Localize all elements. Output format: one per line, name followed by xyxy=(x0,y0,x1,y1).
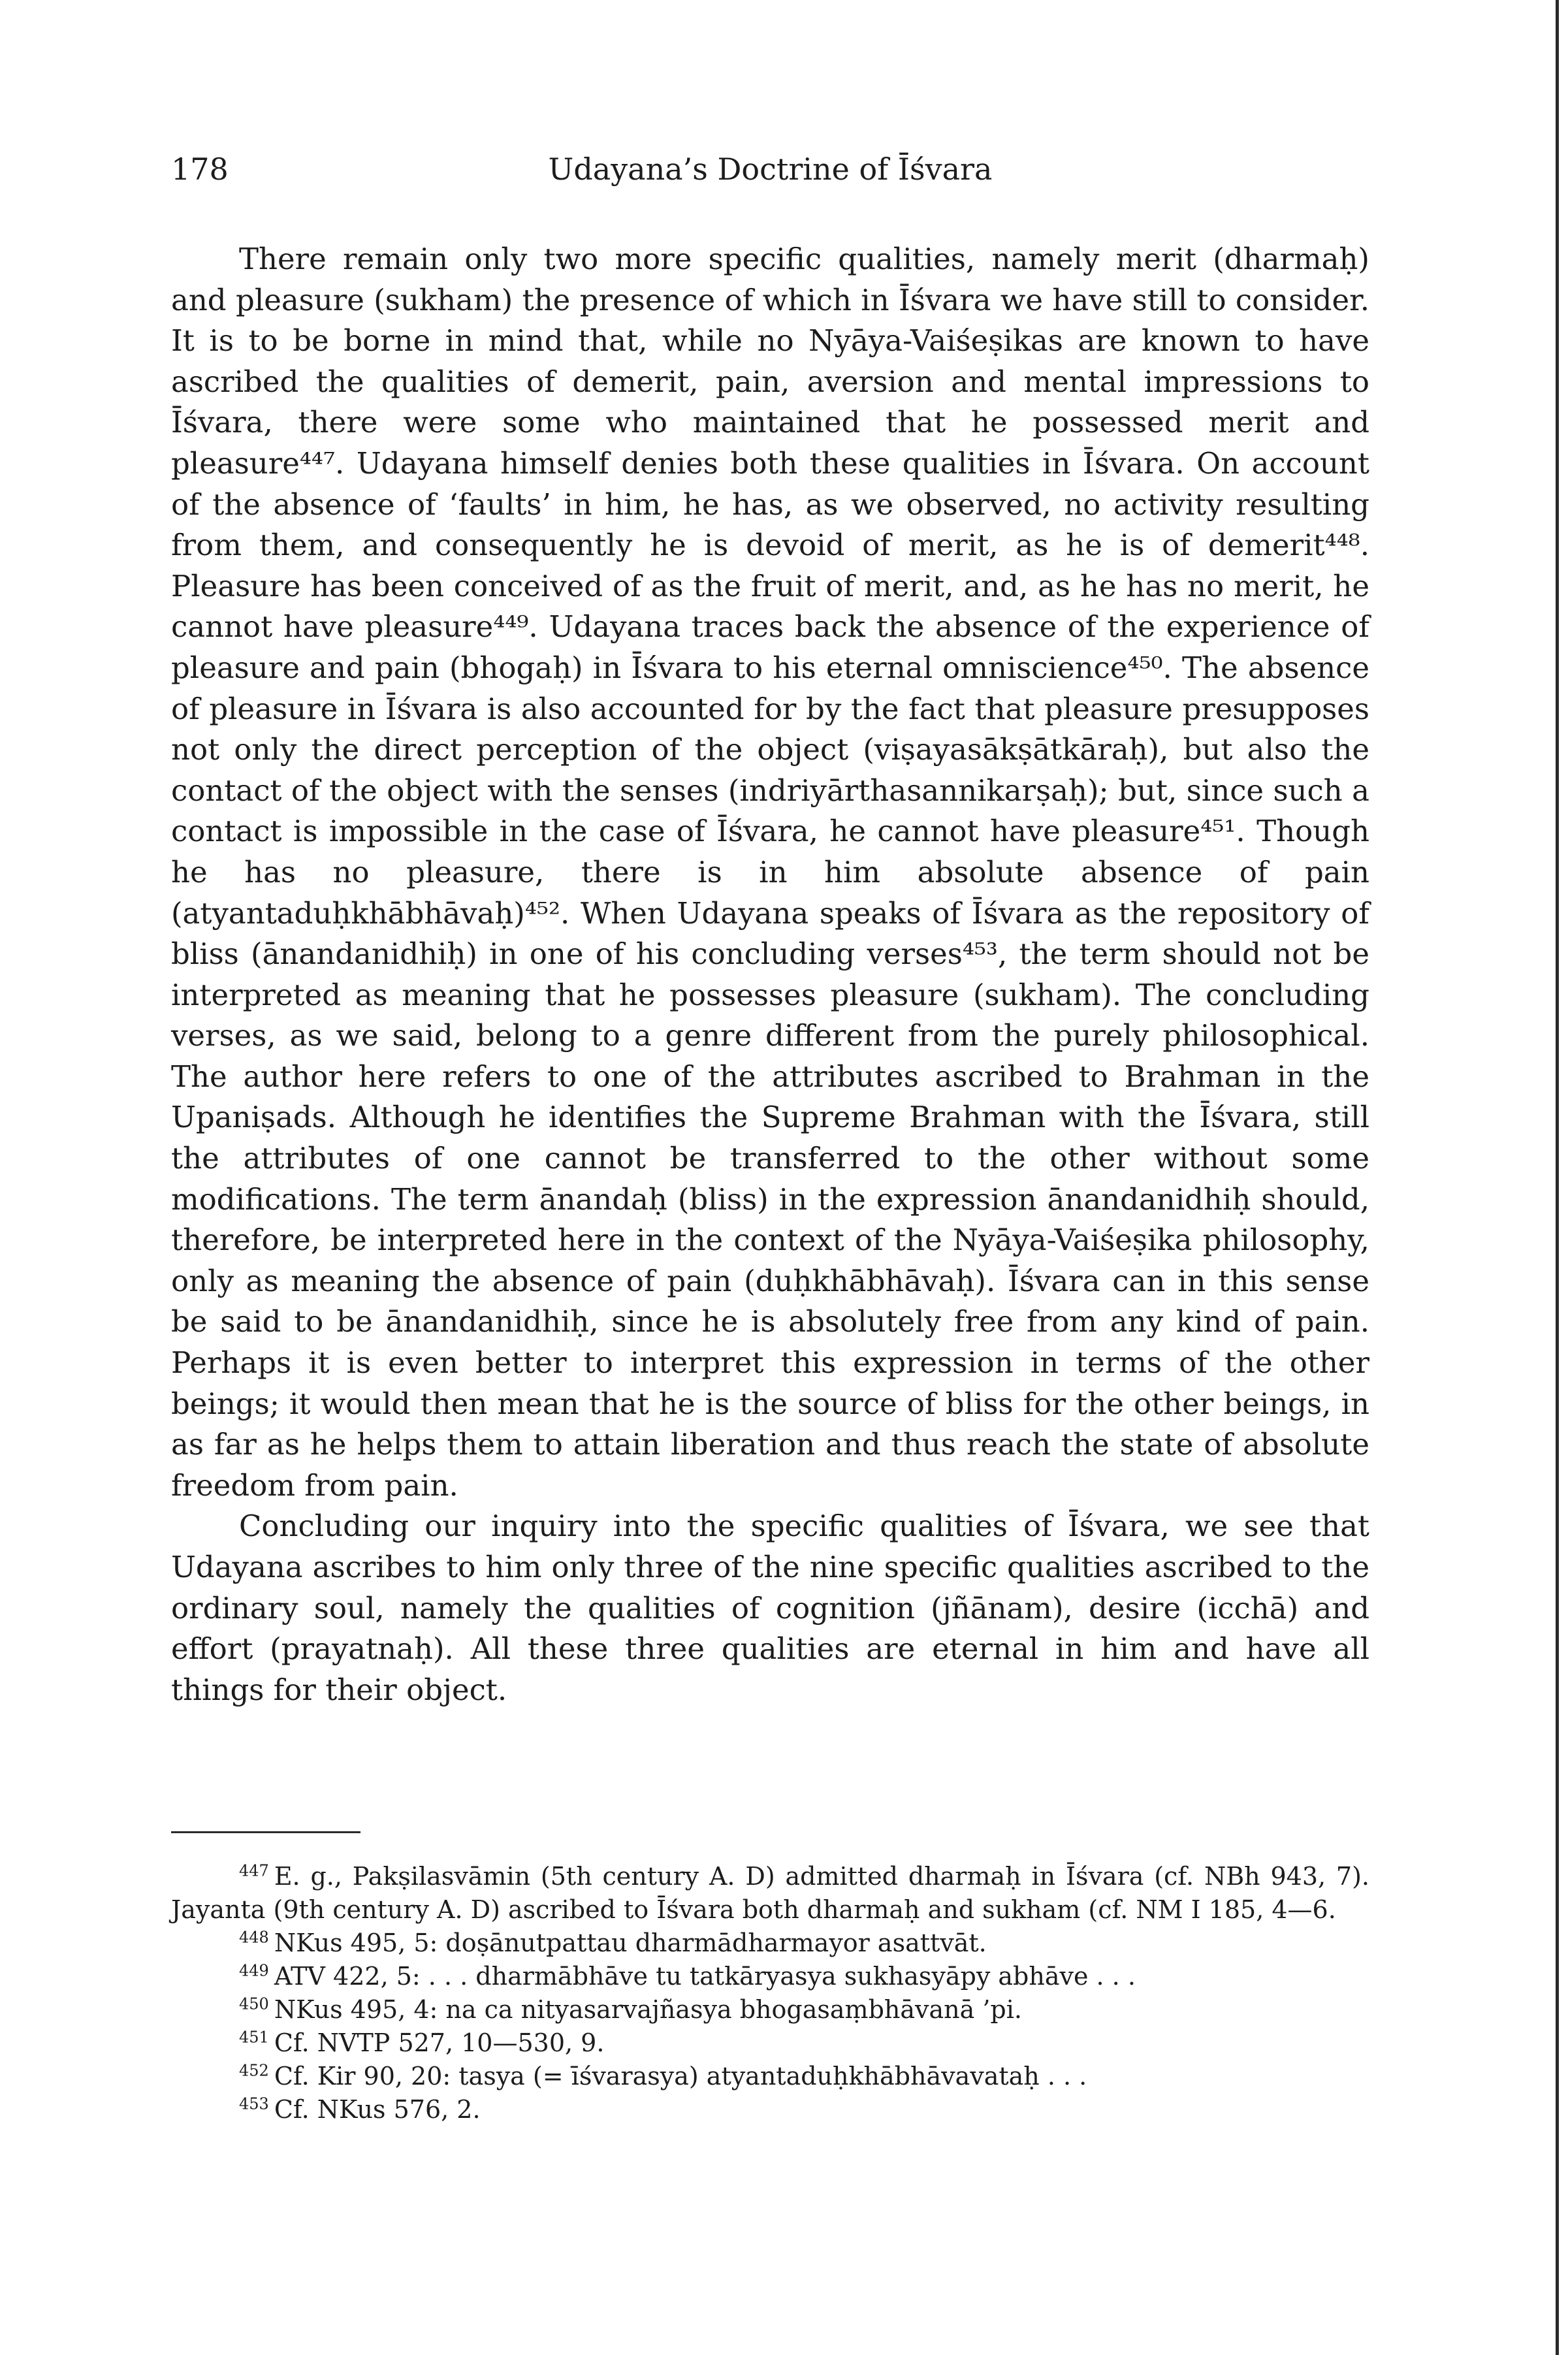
footnotes xyxy=(171,1860,1369,2126)
footnote-text: E. g., Pakṣilasvāmin (5th century A. D) admitted dharmaḥ in Īśvara (cf. NBh 943, 7). Jayanta (9th century A. D) ascribed to Īśvara both dharmaḥ and sukham (cf. NM I 185, 4—6. xyxy=(171,1862,1369,1924)
footnote-text: ATV 422, 5: . . . dharmābhāve tu tatkāryasya sukhasyāpy abhāve . . . xyxy=(274,1962,1136,1991)
footnote-rule xyxy=(171,1831,360,1833)
footnote-text: Cf. NKus 576, 2. xyxy=(274,2095,481,2124)
scan-edge xyxy=(1556,0,1559,2355)
footnote-number: 452 xyxy=(239,2061,269,2080)
footnote-451 xyxy=(171,2027,1369,2060)
footnote-number: 451 xyxy=(239,2028,269,2047)
footnote-number: 453 xyxy=(239,2094,269,2113)
footnote-453 xyxy=(171,2093,1369,2126)
main-text xyxy=(171,239,1369,1710)
paragraph-1: There remain only two more specific qualities, namely merit (dharmaḥ) and pleasure (sukham) the presence of which in Īśvara we have still to consider. It is to be borne in mind that, while no Nyāya-Vaiśeṣikas are known to have ascribed the qualities of demerit, pain, aversion and mental impressions to Īśvara, there were some who maintained that he possessed merit and pleasure⁴⁴⁷. Udayana himself denies both these qualities in Īśvara. On account of the absence of ‘faults’ in him, he has, as we observed, no activity resulting from them, and consequently he is devoid of merit, as he is of demerit⁴⁴⁸. Pleasure has been conceived of as the fruit of merit, and, as he has no merit, he cannot have pleasure⁴⁴⁹. Udayana traces back the absence of the experience of pleasure and pain (bhogaḥ) in Īśvara to his eternal omniscience⁴⁵⁰. The absence of pleasure in Īśvara is also accounted for by the fact that pleasure presupposes not only the direct perception of the object (viṣayasākṣātkāraḥ), but also the contact of the object with the senses (indriyārthasannikarṣaḥ); but, since such a contact is impossible in the case of Īśvara, he cannot have pleasure⁴⁵¹. Though he has no pleasure, there is in him absolute absence of pain (atyantaduḥkhābhāvaḥ)⁴⁵². When Udayana speaks of Īśvara as the repository of bliss (ānandanidhiḥ) in one of his concluding verses⁴⁵³, the term should not be interpreted as meaning that he possesses pleasure (sukham). The concluding verses, as we said, belong to a genre different from the purely philosophical. The author here refers to one of the attributes ascribed to Brahman in the Upaniṣads. Although he identifies the Supreme Brahman with the Īśvara, still the attributes of one cannot be transferred to the other without some modifications. The term ānandaḥ (bliss) in the expression ānandanidhiḥ should, therefore, be interpreted here in the context of the Nyāya-Vaiśeṣika philosophy, only as meaning the absence of pain (duḥkhābhāvaḥ). Īśvara can in this sense be said to be ānandanidhiḥ, since he is absolutely free from any kind of pain. Perhaps it is even better to interpret this expression in terms of the other beings; it would then mean that he is the source of bliss for the other beings, in as far as he helps them to attain liberation and thus reach the state of absolute freedom from pain. xyxy=(171,242,1369,1503)
footnote-number: 448 xyxy=(239,1928,269,1947)
footnote-448 xyxy=(171,1927,1369,1960)
footnote-text: Cf. NVTP 527, 10—530, 9. xyxy=(274,2028,605,2057)
footnote-450 xyxy=(171,1993,1369,2027)
paragraph-2: Concluding our inquiry into the specific qualities of Īśvara, we see that Udayana ascribes to him only three of the nine specific qualities ascribed to the ordinary soul, namely the qualities of cognition (jñānam), desire (icchā) and effort (prayatnaḥ). All these three qualities are eternal in him and have all things for their object. xyxy=(171,1509,1369,1707)
running-title: Udayana’s Doctrine of Īśvara xyxy=(548,152,993,187)
footnote-text: NKus 495, 5: doṣānutpattau dharmādharmayor asattvāt. xyxy=(274,1929,987,1957)
footnote-449 xyxy=(171,1960,1369,1993)
footnote-text: Cf. Kir 90, 20: tasya (= īśvarasya) atyantaduḥkhābhāvavataḥ . . . xyxy=(274,2062,1087,2091)
footnote-number: 447 xyxy=(239,1861,269,1880)
footnote-452 xyxy=(171,2060,1369,2093)
footnote-text: NKus 495, 4: na ca nityasarvajñasya bhogasaṃbhāvanā ’pi. xyxy=(274,1995,1022,2024)
page-header xyxy=(171,152,1369,191)
footnote-number: 449 xyxy=(239,1961,269,1980)
footnote-number: 450 xyxy=(239,1995,269,2013)
footnote-447 xyxy=(171,1860,1369,1927)
page-number: 178 xyxy=(171,152,229,187)
